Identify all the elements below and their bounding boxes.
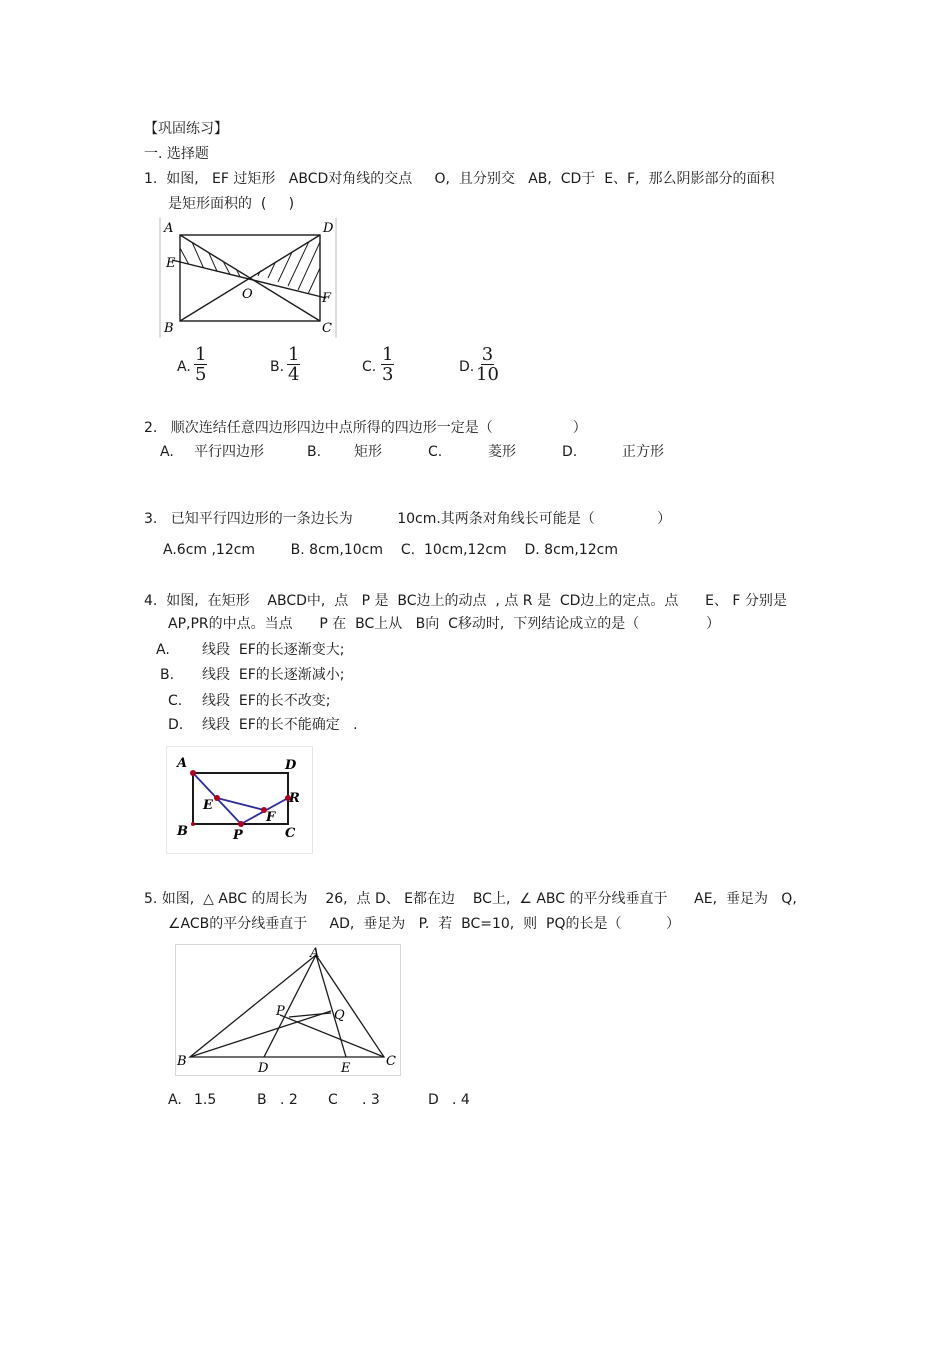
q4-option-a-label: A. bbox=[156, 642, 170, 658]
q1-option-b-label: B. bbox=[270, 359, 285, 375]
q5-text-line2: ∠ACB的平分线垂直于 AD, 垂足为 P. 若 BC=10, 则 PQ的长是（ ） bbox=[168, 916, 680, 932]
q2-text: 2. 顺次连结任意四边形四边中点所得的四边形一定是（ ） bbox=[144, 420, 587, 436]
q4-label-e: E bbox=[203, 798, 213, 813]
q2-option-a-label: A. bbox=[160, 444, 174, 460]
q4-option-b-text: 线段 EF的长逐渐减小; bbox=[202, 667, 345, 683]
q2-option-c-text: 菱形 bbox=[488, 444, 516, 460]
q5-option-c-label: C bbox=[328, 1092, 338, 1108]
q1-text-line2: 是矩形面积的 ( ) bbox=[168, 196, 295, 212]
q5-option-c-text: . 3 bbox=[362, 1092, 380, 1108]
q4-figure bbox=[166, 746, 313, 854]
q2-option-d-text: 正方形 bbox=[622, 444, 664, 460]
q4-label-d: D bbox=[285, 758, 297, 773]
q1-text-line1: 1. 如图, EF 过矩形 ABCD对角线的交点 O, 且分别交 AB, CD于 E、F, 那么阴影部分的面积 bbox=[144, 171, 775, 187]
q1-option-c-fraction: $\frac{1}{3}$ bbox=[382, 344, 394, 385]
q5-option-a-text: 1.5 bbox=[194, 1092, 217, 1108]
q4-text-line2: AP,PR的中点。当点 P 在 BC上从 B向 C移动时, 下列结论成立的是（ ） bbox=[168, 616, 721, 632]
q1-label-c: C bbox=[322, 321, 332, 336]
q2-option-a-text: 平行四边形 bbox=[194, 444, 264, 460]
q1-option-c-label: C. bbox=[362, 359, 377, 375]
q1-option-d-fraction: $\frac{3}{10}$ bbox=[476, 344, 499, 385]
q1-option-a-label: A. bbox=[177, 359, 191, 375]
q5-label-c: C bbox=[386, 1054, 396, 1069]
q5-option-a-label: A. bbox=[168, 1092, 182, 1108]
q1-label-o: O bbox=[242, 287, 253, 302]
q4-label-f: F bbox=[266, 810, 276, 825]
q4-option-c-text: 线段 EF的长不改变; bbox=[202, 693, 331, 709]
q4-text-line1: 4. 如图, 在矩形 ABCD中, 点 P 是 BC边上的动点 , 点 R 是 CD边上的定点。点 E、 F 分别是 bbox=[144, 593, 787, 609]
q5-label-p: P bbox=[276, 1004, 285, 1019]
q1-option-b-fraction: $\frac{1}{4}$ bbox=[288, 344, 300, 385]
q1-label-b: B bbox=[164, 321, 174, 336]
q5-label-b: B bbox=[177, 1054, 187, 1069]
q4-label-b: B bbox=[177, 824, 188, 839]
q5-option-b-text: . 2 bbox=[280, 1092, 298, 1108]
q5-label-a: A bbox=[310, 946, 320, 961]
q1-label-f: F bbox=[322, 291, 332, 306]
q4-label-a: A bbox=[177, 756, 188, 771]
q2-option-b-label: B. bbox=[307, 444, 322, 460]
q3-options: A.6cm ,12cm B. 8cm,10cm C. 10cm,12cm D. 8cm,12cm bbox=[163, 542, 619, 558]
section-title: 【巩固练习】 bbox=[144, 121, 228, 137]
q1-label-e: E bbox=[166, 256, 176, 271]
q5-figure bbox=[175, 944, 401, 1076]
q5-label-d: D bbox=[258, 1061, 269, 1076]
q5-option-d-label: D bbox=[428, 1092, 439, 1108]
q5-label-e: E bbox=[341, 1061, 351, 1076]
q4-option-d-text: 线段 EF的长不能确定 . bbox=[202, 717, 358, 733]
q1-label-a: A bbox=[164, 221, 174, 236]
q4-label-c: C bbox=[285, 826, 296, 841]
q1-option-a-fraction: $\frac{1}{5}$ bbox=[195, 344, 207, 385]
q5-option-b-label: B bbox=[257, 1092, 267, 1108]
q3-text: 3. 已知平行四边形的一条边长为 10cm.其两条对角线长可能是（ ） bbox=[144, 511, 672, 527]
q5-label-q: Q bbox=[334, 1008, 345, 1023]
q4-option-b-label: B. bbox=[160, 667, 175, 683]
part-title: 一. 选择题 bbox=[144, 146, 209, 162]
q2-option-b-text: 矩形 bbox=[354, 444, 382, 460]
q1-option-d-label: D. bbox=[459, 359, 475, 375]
q4-label-p: P bbox=[233, 828, 243, 843]
q4-option-a-text: 线段 EF的长逐渐变大; bbox=[202, 642, 345, 658]
q4-option-c-label: C. bbox=[168, 693, 183, 709]
q5-text-line1: 5. 如图, △ ABC 的周长为 26, 点 D、 E都在边 BC上, ∠ ABC 的平分线垂直于 AE, 垂足为 Q, bbox=[144, 891, 797, 907]
q4-label-r: R bbox=[289, 791, 300, 806]
q2-option-c-label: C. bbox=[428, 444, 443, 460]
q4-option-d-label: D. bbox=[168, 717, 184, 733]
q1-figure bbox=[158, 218, 340, 338]
q2-option-d-label: D. bbox=[562, 444, 578, 460]
q1-label-d: D bbox=[323, 221, 334, 236]
q5-option-d-text: . 4 bbox=[452, 1092, 470, 1108]
